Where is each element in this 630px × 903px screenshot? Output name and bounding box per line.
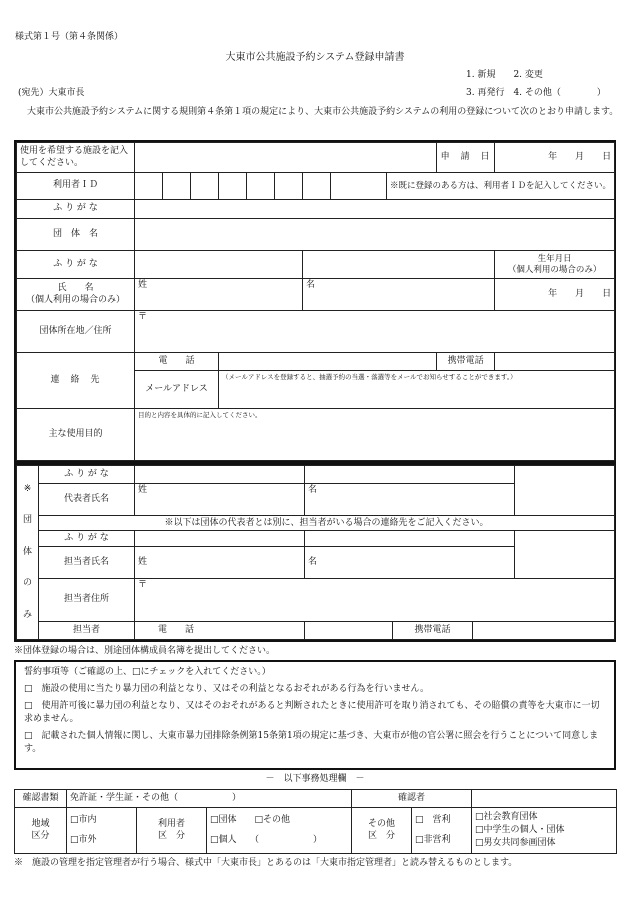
mobile-input[interactable] [495,353,615,371]
rep-note: ※以下は団体の代表者とは別に、担当者がいる場合の連絡先をご記入ください。 [39,516,615,530]
given-input[interactable] [303,279,495,311]
address-label: 団体所在地／住所 [17,311,135,353]
option-row-1: 1. 新規 2. 変更 [466,70,543,80]
side-char: み [22,609,32,620]
user-id-label: 利用者ＩＤ [17,173,135,200]
name-label [17,279,135,311]
birth-input[interactable]: 年 月 日 [495,279,615,311]
user-id-note: ※既に登録のある方は、利用者ＩＤを記入してください。 [387,173,615,200]
office-header: － 以下事務処理欄 － [265,774,365,784]
purpose-note: 目的と内容を具体的に記入してください。 [138,411,262,419]
doc-value[interactable]: 免許証・学生証・その他（ ） [67,790,352,808]
user-id-cell[interactable] [219,173,247,200]
given-furigana-input[interactable] [303,251,495,279]
rep-extra-cell [515,466,615,516]
personal-checkbox[interactable]: □個人 （ ） [210,834,323,845]
charge-label: 担当者 [39,621,135,639]
region-inner[interactable]: □市内 [70,814,97,825]
region-options[interactable] [67,808,137,854]
mobile-label: 携帯電話 [437,353,495,371]
other-cat-label: その他 区 分 [352,808,412,854]
main-frame [14,140,616,463]
charge-name-label: 担当者氏名 [39,547,135,579]
category-options[interactable] [472,808,617,854]
rep-given-label: 名 [308,485,318,496]
other-checkbox[interactable]: □その他 [254,814,291,825]
surname-label: 姓 [138,280,148,290]
rep-surname-label: 姓 [138,485,148,496]
side-char: ※ [23,484,32,495]
apply-date-label: 申 請 日 [437,143,495,173]
group-only-side [17,466,39,640]
name-note: （個人利用の場合のみ） [25,294,125,305]
group-name-input[interactable] [135,219,615,251]
intro-text: 大東市公共施設予約システムに関する規則第４条第１項の規定により、大東市公共施設予約システムの利用の登録について次のとおり申請します。 [27,107,619,117]
user-cat-options[interactable] [207,808,352,854]
rep-surname-input[interactable] [135,484,305,516]
rep-furigana-given[interactable] [305,466,515,484]
given-label: 名 [306,280,316,290]
charge-extra-cell [515,530,615,578]
charge-mobile-input[interactable] [473,621,615,639]
side-char: 体 [22,546,32,557]
charge-surname-input[interactable] [135,547,305,579]
user-id-cell[interactable] [303,173,331,200]
address-input[interactable] [135,311,615,353]
addressee: (宛先）大東市長 [18,88,85,98]
region-outer[interactable]: □市外 [70,834,97,845]
pledge-frame [14,660,616,770]
pledge-header: 誓約事項等（ご確認の上、□にチェックを入れてください。） [24,667,271,677]
group-furigana-label: ふ り が な [17,200,135,219]
user-id-cell[interactable] [247,173,275,200]
user-id-cell[interactable] [191,173,219,200]
side-char: 団 [22,515,32,526]
group-furigana-input[interactable] [135,200,615,219]
charge-address-input[interactable] [135,579,615,621]
user-id-cell[interactable] [163,173,191,200]
category-checkbox[interactable]: □社会教育団体 [475,811,538,822]
form-number: 様式第１号（第４条関係） [15,32,124,42]
charge-address-label: 担当者住所 [39,579,135,621]
email-label: メールアドレス [135,371,219,409]
name-label-text: 氏 名 [57,283,94,294]
birth-label: 生年月日 （個人利用の場合のみ） [495,251,615,279]
group-frame [14,463,616,642]
category-checkbox[interactable]: □男女共同参画団体 [475,838,556,849]
purpose-input[interactable] [135,409,615,461]
pledge-item[interactable]: □ 記載された個人情報に関し、大東市暴力団排除条例第15条第1項の規定に基づき、大東市が他の官公署に照会を行うことについて同意します。 [24,731,599,755]
office-table [14,789,616,854]
facility-label: 使用を希望する施設を記入してください。 [17,143,135,173]
charge-given-label: 名 [308,557,318,568]
contact-label: 連 絡 先 [17,353,135,409]
pledge-item[interactable]: □ 使用許可後に暴力団の利益となり、又はそのおそれがあると判断されたときに使用許可を取り消されても、その賠償の責等を大東市に一切求めません。 [24,701,600,725]
charge-phone-input[interactable] [305,621,393,639]
group-name-label: 団 体 名 [17,219,135,251]
user-id-cell[interactable] [331,173,387,200]
phone-input[interactable] [219,353,437,371]
charge-postal-mark: 〒 [138,580,148,591]
rep-furigana-label: ふ り が な [39,466,135,484]
member-note: ※団体登録の場合は、別途団体構成員名簿を提出してください。 [14,646,276,656]
purpose-label: 主な使用目的 [17,409,135,461]
charge-furigana-given[interactable] [305,530,515,546]
doc-label: 確認書類 [15,790,67,808]
option-row-2: 3. 再発行 4. その他（ ） [466,88,606,98]
charge-phone-cell [135,621,305,639]
charge-furigana-label: ふ り が な [39,530,135,546]
email-note: （メールアドレスを登録すると、抽選予約の当選・落選等をメールでお知らせすることができます。） [222,373,517,381]
postal-mark: 〒 [138,312,148,322]
nonprofit-checkbox[interactable]: □非営利 [415,834,451,845]
checker-label: 確認者 [352,790,472,808]
profit-options[interactable] [412,808,472,854]
charge-given-input[interactable] [305,547,515,579]
category-checkbox[interactable]: □中学生の個人・団体 [475,824,565,835]
group-checkbox[interactable]: □団体 [210,814,237,825]
surname-furigana-input[interactable] [135,251,303,279]
email-input[interactable] [219,371,615,409]
name-furigana-label: ふ り が な [17,251,135,279]
user-cat-label: 利用者 区 分 [137,808,207,854]
pledge-item[interactable]: □ 施設の使用に当たり暴力団の利益となり、又はその利益となるおそれがある行為を行いません。 [24,684,430,695]
user-id-cell[interactable] [275,173,303,200]
charge-surname-label: 姓 [138,557,148,568]
facility-input[interactable] [135,143,437,173]
user-id-cell[interactable] [135,173,163,200]
profit-checkbox[interactable]: □ 営利 [415,814,451,825]
footnote: ※ 施設の管理を指定管理者が行う場合、様式中「大東市長」とあるのは「大東市指定管理者」と読み替えるものとします。 [14,858,518,868]
charge-phone-label: 電 話 [158,624,195,635]
rep-given-input[interactable] [305,484,515,516]
checker-input[interactable] [472,790,617,808]
charge-mobile-label: 携帯電話 [393,621,473,639]
surname-input[interactable] [135,279,303,311]
region-label: 地域 区分 [15,808,67,854]
side-char: の [22,578,32,589]
rep-name-label: 代表者氏名 [39,484,135,516]
apply-date-input[interactable]: 年 月 日 [495,143,615,173]
rep-furigana-surname[interactable] [135,466,305,484]
form-title: 大東市公共施設予約システム登録申請書 [225,52,405,63]
phone-label: 電 話 [135,353,219,371]
charge-furigana-surname[interactable] [135,530,305,546]
